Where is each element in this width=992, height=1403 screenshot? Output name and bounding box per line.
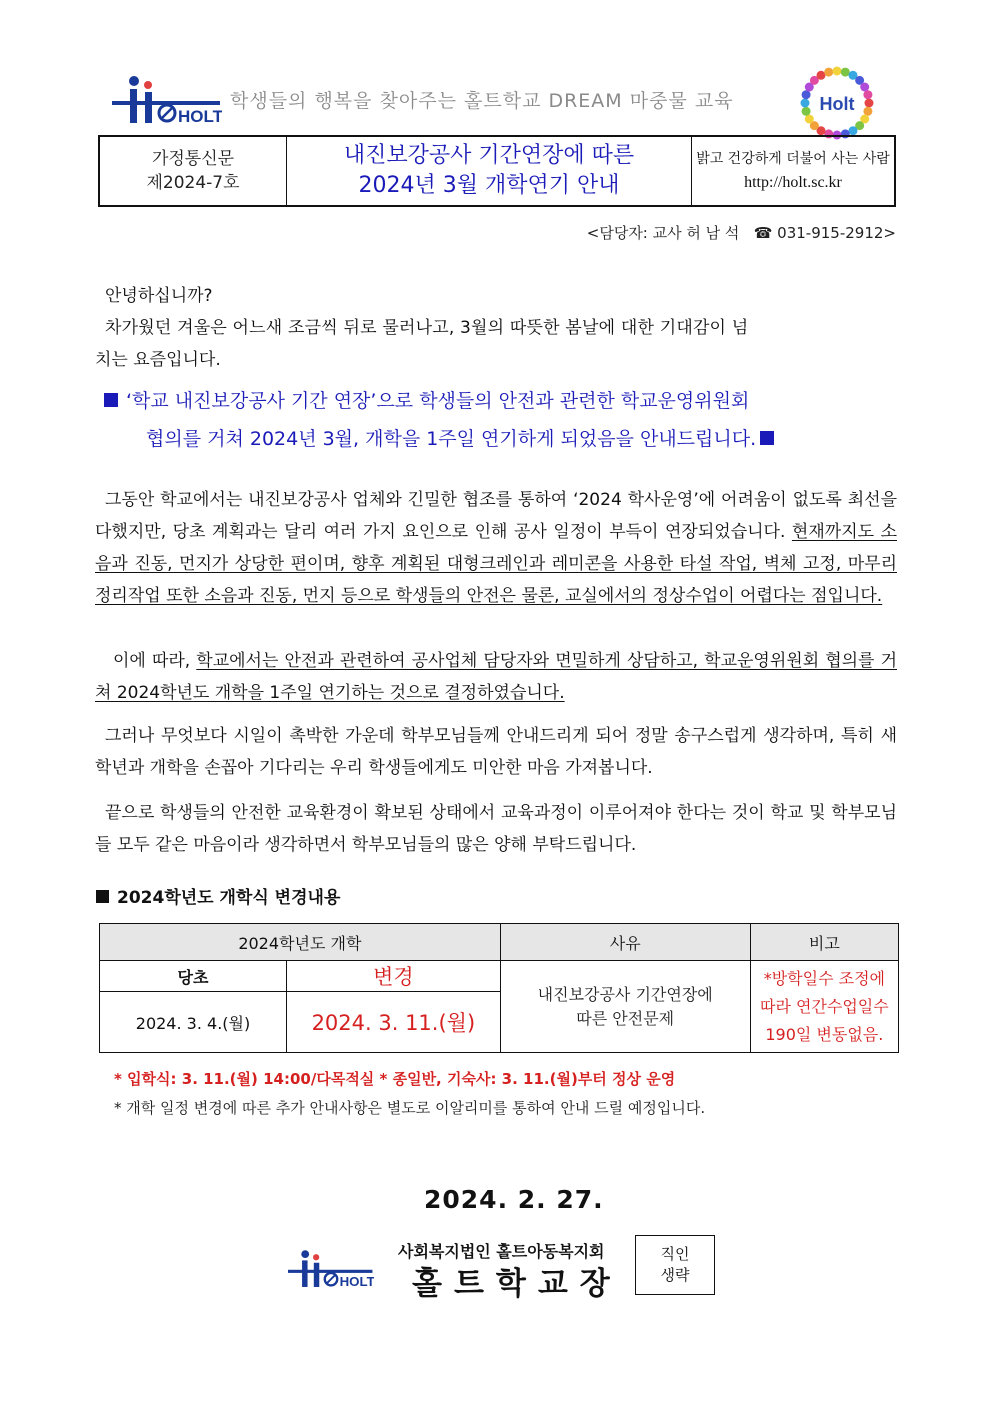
holt-logo [112,74,222,126]
principal-name: 홀트학교장 [412,1266,622,1302]
reason-cell [500,961,750,1053]
header-box [98,135,896,207]
contact-label: <담당자: 교사 허 남 석 [586,224,740,242]
badge-dot [860,83,869,92]
note-cell [750,961,898,1053]
title-line-2: 2024년 3월 개학연기 안내 [358,173,620,198]
intro-line-2: 치는 요즘입니다. [95,350,221,370]
holt-badge [798,64,876,142]
notice-box [100,382,900,458]
svg-text:HOLT: HOLT [178,107,222,126]
seal-box [635,1235,715,1295]
title-line-1: 내진보강공사 기간연장에 따른 [343,143,635,168]
sub-changed: 변경 [287,961,501,992]
note-line-2: 따라 연간수업일수 [759,996,889,1016]
square-bullet-icon [104,393,118,407]
head-reason: 사유 [500,924,750,961]
reason-line-2: 따른 안전문제 [576,1008,675,1028]
body-p4-text: 끝으로 학생들의 안전한 교육환경이 확보된 상태에서 교육과정이 이루어져야 한다는 것이 학교 및 학부모님들 모두 같은 마음이라 생각하면서 학부모님들의 많은 양해 부탁드립니다. [95,803,897,855]
organization-name: 사회복지법인 홀트아동복지회 [398,1242,605,1261]
issue-date: 2024. 2. 27. [424,1185,604,1214]
badge-dot [863,90,872,99]
contact-phone: 031-915-2912> [777,224,896,242]
seal-line-1: 직인 [660,1245,690,1263]
newsletter-type: 가정통신문 [151,149,235,169]
badge-dot [801,99,810,108]
badge-dot [833,67,842,76]
school-url[interactable]: http://holt.sc.kr [744,174,842,191]
body-paragraph-2 [95,645,897,709]
intro-line-1: 차가웠던 겨울은 어느새 조금씩 뒤로 물러나고, 3월의 따뜻한 봄날에 대한 기대감이 넘 [105,318,749,338]
section-title [96,883,340,908]
greeting: 안녕하십니까? [105,286,213,306]
reason-line-1: 내진보강공사 기간연장에 [537,984,713,1004]
badge-dot [817,71,826,80]
badge-dot [863,107,872,116]
notice-line-1: ‘학교 내진보강공사 기간 연장’으로 학생들의 안전과 관련한 학교운영위원회 [126,390,750,412]
sub-original: 당초 [100,961,287,992]
head-opening: 2024학년도 개학 [100,924,501,961]
square-bullet-icon [96,890,109,903]
newsletter-number: 제2024-7호 [146,173,240,193]
document-title [287,137,692,205]
footnote-2: * 개학 일정 변경에 따른 추가 안내사항은 별도로 이알리미를 통하여 안내 드릴 예정입니다. [114,1099,706,1117]
slogan: 학생들의 행복을 찾아주는 홀트학교 DREAM 마중물 교육 [230,90,734,112]
body-paragraph-3 [95,720,897,784]
body-p3-text: 그러나 무엇보다 시일이 촉박한 가운데 학부모님들께 안내드리게 되어 정말 송구스럽게 생각하며, 특히 새 학년과 개학을 손꼽아 기다리는 우리 학생들에게도 미안한 마음 가져봅니다. [95,726,897,778]
holt-logo-icon [288,1248,374,1290]
body-paragraph-4 [95,797,897,861]
body-p2-text: 이에 따라, [113,651,197,671]
badge-dot [865,99,874,108]
schedule-table [99,923,899,1053]
holt-logo-footer [288,1248,374,1290]
badge-dot [849,126,858,135]
phone-icon: ☎ [753,224,773,242]
original-date: 2024. 3. 4.(월) [100,992,287,1053]
holt-badge-icon [798,64,876,142]
note-line-3: 190일 변동없음. [765,1024,884,1044]
changed-date: 2024. 3. 11.(월) [287,992,501,1053]
body-p1-underlined: 현재까지도 소음과 진동, 먼지가 상당한 편이며, 향후 계획된 대형크레인과 레미콘을 사용한 타설 작업, 벽체 고정, 마무리 정리작업 또한 소음과 진동, 먼지 등으로 학생들의 안전은 물론, 교실에서의 정상수업이 어렵다는 점입니다. [95,522,897,606]
body-p2-underlined: 학교에서는 안전과 관련하여 공사업체 담당자와 면밀하게 상담하고, 학교운영위원회 협의를 거쳐 2024학년도 개학을 1주일 연기하는 것으로 결정하였습니다. [95,651,897,703]
body-p1-text: 그동안 학교에서는 내진보강공사 업체와 긴밀한 협조를 통하여 ‘2024 학사운영’에 어려움이 없도록 최선을 다했지만, 당초 계획과는 달리 여러 가지 요인으로 인해 공사 일정이 부득이 연장되었습니다. [95,490,897,542]
head-note: 비고 [750,924,898,961]
intro-paragraph [95,280,897,376]
square-bullet-icon [760,431,774,445]
badge-dot [802,107,811,116]
badge-dot [824,68,833,77]
school-info [692,137,894,205]
body-paragraph-1 [95,484,897,612]
footnote-1: * 입학식: 3. 11.(월) 14:00/다목적실 * 종일반, 기숙사: 3. 11.(월)부터 정상 운영 [114,1070,676,1088]
notice-line-2: 협의를 거쳐 2024년 3월, 개학을 1주일 연기하게 되었음을 안내드립니다. [146,428,757,450]
contact-line [587,222,896,243]
holt-logo-icon [112,74,222,126]
badge-dot [805,115,814,124]
svg-text:HOLT: HOLT [339,1274,374,1290]
school-motto: 밝고 건강하게 더불어 사는 사람 [696,151,890,167]
svg-text:Holt: Holt [819,94,855,114]
badge-dot [802,90,811,99]
badge-dot [841,68,850,77]
newsletter-info [100,137,287,205]
section-title-text: 2024학년도 개학식 변경내용 [117,888,341,908]
seal-line-2: 생략 [660,1266,690,1284]
note-line-1: *방학일수 조정에 [763,968,885,988]
